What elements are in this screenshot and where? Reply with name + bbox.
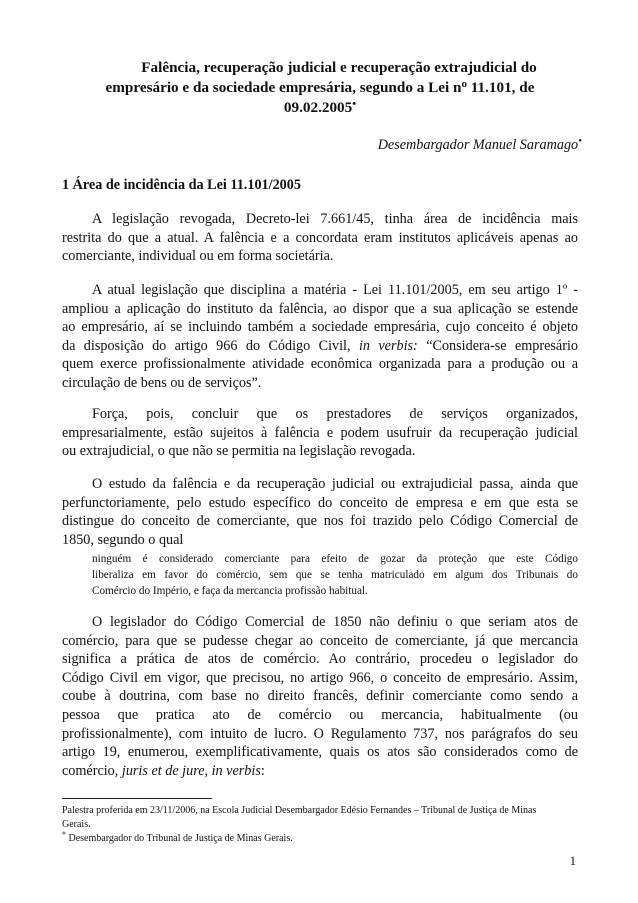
footnote-1-line-2: Gerais.	[62, 819, 91, 830]
latin-term: in verbis	[211, 762, 261, 779]
footnotes	[62, 804, 578, 846]
paragraph-line: ampliou a aplicação do instituto da falência, ao dispor que a sua aplicação se estende	[62, 300, 578, 317]
paragraph-line: coube à doutrina, com base no direito francês, definir comerciante como sendo a	[62, 688, 578, 705]
text-run: comércio,	[62, 762, 122, 779]
paragraph-line: significa a prática de atos de comércio. Ao contrário, procedeu o legislador do	[62, 651, 578, 668]
paragraph-line: quem exerce profissionalmente atividade econômica organizada para a produção ou a	[62, 356, 578, 373]
footnote-2-text: Desembargador do Tribunal de Justiça de Minas Gerais.	[66, 833, 293, 844]
paragraph-line: ao empresário, aí se incluindo também a sociedade empresária, cujo conceito é objeto	[62, 319, 578, 336]
paragraph-3	[62, 405, 578, 461]
paragraph-line: artigo 19, enumerou, exemplificativamente, quais os atos são considerados como de	[62, 744, 578, 761]
footnote-2	[62, 832, 578, 846]
paragraph-1	[62, 210, 578, 266]
author-footnote-marker[interactable]: •	[578, 135, 582, 147]
paragraph-line: O estudo da falência e da recuperação judicial ou extrajudicial passa, ainda que	[92, 476, 578, 492]
paragraph-line: comerciante, individual ou em forma societária.	[62, 248, 334, 265]
paragraph-line: pessoa que pratica ato de comércio ou mercancia, habitualmente (ou	[62, 706, 578, 723]
block-quote	[92, 552, 578, 599]
paragraph-line: 1850, segundo o qual	[62, 531, 184, 548]
paragraph-line: circulação de bens ou de serviços”.	[62, 374, 262, 391]
paragraph-line: perfunctoriamente, pelo estudo específico do conceito de empresa e em que esta se	[62, 494, 578, 511]
paragraph-5	[62, 613, 578, 780]
text-run: :	[260, 762, 265, 779]
paragraph-line: O legislador do Código Comercial de 1850 não definiu o que seriam atos de	[92, 614, 578, 630]
paragraph-line: empresarialmente, estão sujeitos à falência e podem usufruir da recuperação judicial	[62, 424, 578, 441]
paragraph-line: ou extrajudicial, o que não se permitia na legislação revogada.	[62, 443, 416, 460]
footnote-2-marker: *	[62, 830, 66, 839]
paragraph-line: A atual legislação que disciplina a matéria - Lei 11.101/2005, em seu artigo 1º -	[92, 282, 578, 298]
title-line-2a: empresário e da sociedade empresária, segundo a Lei n	[105, 79, 462, 96]
page-number: 1	[569, 854, 576, 868]
quote-line: ninguém é considerado comerciante para efeito de gozar da proteção que este Código	[92, 553, 578, 565]
section-heading: 1 Área de incidência da Lei 11.101/2005	[62, 177, 301, 193]
document-title	[62, 58, 578, 118]
paragraph-line: Código Civil em vigor, que precisou, no artigo 966, o conceito de empresário. Assim,	[62, 669, 578, 686]
paragraph-4	[62, 475, 578, 549]
text-run: da disposição do artigo 966 do Código Civil,	[62, 337, 359, 354]
paragraph-line: comércio, para que se pudesse chegar ao conceito de comerciante, já que mercancia	[62, 632, 578, 649]
quote-line: liberaliza em favor do comércio, sem que se tenha matriculado em algum dos Tribunais do	[92, 568, 578, 581]
paragraph-line	[62, 762, 578, 781]
title-footnote-marker[interactable]: •	[352, 98, 357, 110]
paragraph-line: profissionalmente), com intuito de lucro. O Regulamento 737, nos parágrafos do seu	[62, 725, 578, 742]
latin-term: juris et de jure	[121, 762, 205, 779]
paragraph-2	[62, 281, 578, 393]
paragraph-line	[62, 337, 578, 356]
paragraph-line: distingue do conceito de comerciante, que nos foi trazido pelo Código Comercial de	[62, 513, 578, 530]
title-superscript: o	[461, 78, 467, 90]
text-run: ,	[204, 762, 212, 779]
paragraph-line: restrita do que a atual. A falência e a concordata eram institutos aplicáveis apenas ao	[62, 229, 578, 246]
footnote-1-line-1: Palestra proferida em 23/11/2006, na Escola Judicial Desembargador Edésio Fernandes – Tribunal de Justiça de Minas	[62, 805, 537, 816]
title-line-2b: 11.101, de	[466, 79, 535, 96]
footnote-separator	[62, 798, 212, 799]
title-line-3: 09.02.2005	[283, 99, 353, 116]
quote-line: Comércio do Império, e faça da mercancia profissão habitual.	[92, 584, 368, 597]
author-name: Desembargador Manuel Saramago	[377, 137, 579, 153]
paragraph-line: Força, pois, concluir que os prestadores de serviços organizados,	[92, 406, 578, 422]
text-run: “Considera-se empresário	[417, 337, 578, 354]
title-line-1: Falência, recuperação judicial e recuperação extrajudicial do	[141, 59, 537, 76]
paragraph-line: A legislação revogada, Decreto-lei 7.661/45, tinha área de incidência mais	[92, 211, 578, 227]
author-line	[378, 136, 582, 154]
latin-term: in verbis:	[358, 337, 418, 354]
